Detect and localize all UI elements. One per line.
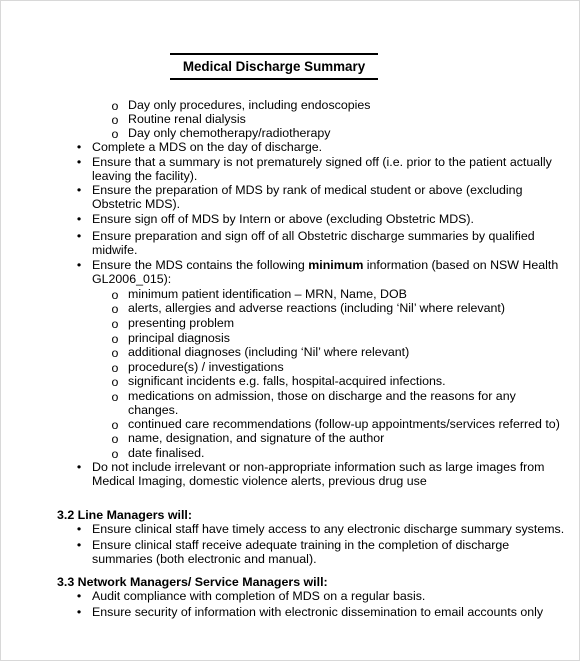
bullet-icon: • [76,605,82,619]
list-item-continued: summaries (both electronic and manual). [92,552,317,566]
list-item: Ensure security of information with electronic dissemination to email accounts only [92,605,544,619]
bullet-icon: • [76,589,82,603]
bullet-icon: • [76,258,82,272]
sub-list-item: Day only procedures, including endoscopies [128,98,371,112]
circle-bullet-icon: o [111,375,119,389]
sub-list-item: presenting problem [128,316,235,330]
title-rule-bottom [170,78,378,80]
circle-bullet-icon: o [111,346,119,360]
circle-bullet-icon: o [111,390,119,404]
circle-bullet-icon: o [111,447,119,461]
list-item: Audit compliance with completion of MDS on a regular basis. [92,589,426,603]
list-item: Ensure the preparation of MDS by rank of medical student or above (excluding [92,183,523,197]
list-item-continued: midwife. [92,243,138,257]
list-item-continued: GL2006_015): [92,272,172,286]
list-item-text: information (based on NSW Health [363,258,559,272]
list-item: Do not include irrelevant or non-appropriate information such as large images from [92,460,545,474]
page-title: Medical Discharge Summary [182,59,366,74]
bullet-icon: • [76,229,82,243]
sub-list-item-continued: changes. [128,403,179,417]
list-item: Ensure preparation and sign off of all Obstetric discharge summaries by qualified [92,229,535,243]
circle-bullet-icon: o [111,418,119,432]
circle-bullet-icon: o [111,361,119,375]
sub-list-item: continued care recommendations (follow-up appointments/services referred to) [128,417,560,431]
bullet-icon: • [76,183,82,197]
circle-bullet-icon: o [111,317,119,331]
sub-list-item: date finalised. [128,446,205,460]
sub-list-item: minimum patient identification – MRN, Name, DOB [128,287,407,301]
circle-bullet-icon: o [111,302,119,316]
sub-list-item: principal diagnosis [128,331,230,345]
circle-bullet-icon: o [111,99,119,113]
list-item: Ensure clinical staff have timely access to any electronic discharge summary systems. [92,522,565,536]
sub-list-item: Day only chemotherapy/radiotherapy [128,126,331,140]
list-item-continued: Medical Imaging, domestic violence alerts, previous drug use [92,474,427,488]
bullet-icon: • [76,522,82,536]
title-block [170,53,378,80]
sub-list-item: Routine renal dialysis [128,112,246,126]
bullet-icon: • [76,212,82,226]
list-item-continued: leaving the facility). [92,169,198,183]
list-item: Ensure sign off of MDS by Intern or above (excluding Obstetric MDS). [92,212,474,226]
list-item: Ensure clinical staff receive adequate training in the completion of discharge [92,538,510,552]
bullet-icon: • [76,155,82,169]
bullet-icon: • [76,538,82,552]
list-item-continued: Obstetric MDS). [92,197,181,211]
bullet-icon: • [76,140,82,154]
sub-list-item: significant incidents e.g. falls, hospital-acquired infections. [128,374,446,388]
section-heading: 3.2 Line Managers will: [57,508,192,522]
list-item-text: Ensure the MDS contains the following [92,258,309,272]
emphasis-text: minimum [308,258,364,272]
sub-list-item: additional diagnoses (including ‘Nil’ where relevant) [128,345,410,359]
sub-list-item: procedure(s) / investigations [128,360,284,374]
circle-bullet-icon: o [111,432,119,446]
sub-list-item: name, designation, and signature of the author [128,431,385,445]
list-item: Ensure that a summary is not prematurely signed off (i.e. prior to the patient actually [92,155,552,169]
bullet-icon: • [76,460,82,474]
sub-list-item: alerts, allergies and adverse reactions (including ‘Nil’ where relevant) [128,301,505,315]
circle-bullet-icon: o [111,113,119,127]
list-item [92,258,558,272]
section-heading: 3.3 Network Managers/ Service Managers will: [57,575,328,589]
circle-bullet-icon: o [111,332,119,346]
list-item: Complete a MDS on the day of discharge. [92,140,323,154]
sub-list-item: medications on admission, those on discharge and the reasons for any [128,389,516,403]
circle-bullet-icon: o [111,127,119,141]
circle-bullet-icon: o [111,288,119,302]
